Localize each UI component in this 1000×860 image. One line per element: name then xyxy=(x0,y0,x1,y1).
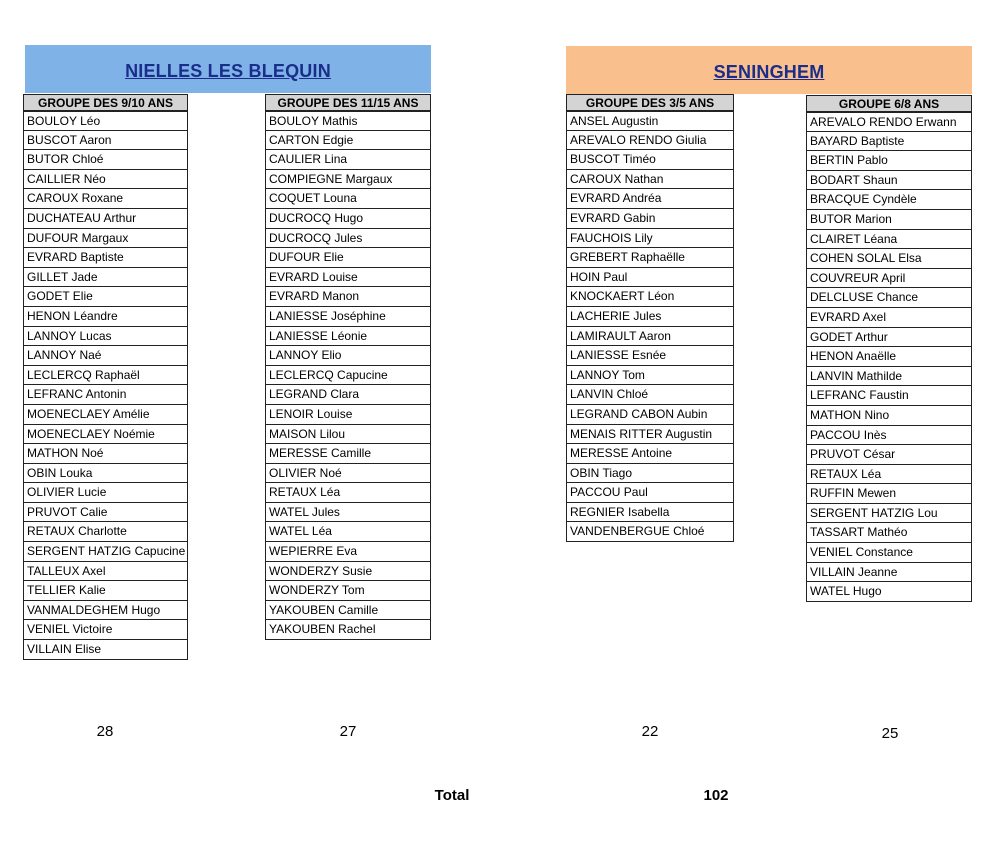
name-row: GODET Elie xyxy=(24,287,187,307)
name-row: LENOIR Louise xyxy=(266,405,430,425)
name-row: COUVREUR April xyxy=(807,269,971,289)
group-count: 22 xyxy=(641,723,659,740)
name-row: LANNOY Elio xyxy=(266,346,430,366)
name-row: VANDENBERGUE Chloé xyxy=(567,522,733,542)
name-row: PACCOU Inès xyxy=(807,426,971,446)
name-row: GODET Arthur xyxy=(807,328,971,348)
name-row: WEPIERRE Eva xyxy=(266,542,430,562)
name-row: DUCROCQ Jules xyxy=(266,229,430,249)
group-count: 28 xyxy=(96,723,114,740)
name-row: VENIEL Constance xyxy=(807,543,971,563)
name-row: LECLERCQ Capucine xyxy=(266,366,430,386)
name-row: KNOCKAERT Léon xyxy=(567,287,733,307)
name-row: DELCLUSE Chance xyxy=(807,288,971,308)
name-row: LANIESSE Joséphine xyxy=(266,307,430,327)
name-row: BERTIN Pablo xyxy=(807,151,971,171)
name-row: EVRARD Baptiste xyxy=(24,248,187,268)
name-row: HENON Anaëlle xyxy=(807,347,971,367)
name-row: TELLIER Kalie xyxy=(24,581,187,601)
name-row: BUTOR Chloé xyxy=(24,150,187,170)
name-row: LANNOY Lucas xyxy=(24,327,187,347)
name-list xyxy=(265,111,431,640)
name-row: CARTON Edgie xyxy=(266,131,430,151)
total-label: Total xyxy=(434,787,470,804)
name-row: WATEL Jules xyxy=(266,503,430,523)
name-row: BAYARD Baptiste xyxy=(807,132,971,152)
name-row: MENAIS RITTER Augustin xyxy=(567,425,733,445)
name-row: LANNOY Naé xyxy=(24,346,187,366)
name-row: MOENECLAEY Noémie xyxy=(24,425,187,445)
name-row: OLIVIER Noé xyxy=(266,464,430,484)
group-9-10-table xyxy=(23,94,188,660)
name-row: MAISON Lilou xyxy=(266,425,430,445)
name-row: BUTOR Marion xyxy=(807,210,971,230)
name-row: BOULOY Mathis xyxy=(266,111,430,131)
name-row: OBIN Tiago xyxy=(567,464,733,484)
total-value: 102 xyxy=(703,787,729,804)
section-banner-seninghem xyxy=(566,46,972,94)
name-row: WATEL Hugo xyxy=(807,582,971,602)
name-row: WONDERZY Tom xyxy=(266,581,430,601)
name-row: RETAUX Léa xyxy=(807,465,971,485)
name-list xyxy=(566,111,734,542)
group-count: 27 xyxy=(339,723,357,740)
name-list xyxy=(806,112,972,602)
name-row: CAULIER Lina xyxy=(266,150,430,170)
section-title: SENINGHEM xyxy=(713,61,825,82)
name-row: OLIVIER Lucie xyxy=(24,483,187,503)
name-row: PACCOU Paul xyxy=(567,483,733,503)
name-row: MOENECLAEY Amélie xyxy=(24,405,187,425)
name-row: CAROUX Roxane xyxy=(24,189,187,209)
name-row: RETAUX Léa xyxy=(266,483,430,503)
name-row: GILLET Jade xyxy=(24,268,187,288)
name-row: MERESSE Antoine xyxy=(567,444,733,464)
name-row: DUCHATEAU Arthur xyxy=(24,209,187,229)
group-6-8-table xyxy=(806,95,972,602)
name-row: VENIEL Victoire xyxy=(24,620,187,640)
name-row: LAMIRAULT Aaron xyxy=(567,327,733,347)
name-row: LEFRANC Faustin xyxy=(807,386,971,406)
name-row: SERGENT HATZIG Capucine xyxy=(24,542,187,562)
name-row: LANNOY Tom xyxy=(567,366,733,386)
name-row: COHEN SOLAL Elsa xyxy=(807,249,971,269)
group-header: GROUPE DES 9/10 ANS xyxy=(23,94,188,111)
name-row: MATHON Noé xyxy=(24,444,187,464)
name-row: EVRARD Manon xyxy=(266,287,430,307)
name-row: RETAUX Charlotte xyxy=(24,522,187,542)
name-row: PRUVOT Calie xyxy=(24,503,187,523)
name-row: BOULOY Léo xyxy=(24,111,187,131)
name-row: HOIN Paul xyxy=(567,268,733,288)
name-row: AREVALO RENDO Giulia xyxy=(567,131,733,151)
group-header: GROUPE DES 3/5 ANS xyxy=(566,94,734,111)
name-row: EVRARD Andréa xyxy=(567,189,733,209)
name-row: DUFOUR Margaux xyxy=(24,229,187,249)
name-row: LANVIN Mathilde xyxy=(807,367,971,387)
name-row: TALLEUX Axel xyxy=(24,562,187,582)
name-row: DUFOUR Elie xyxy=(266,248,430,268)
name-row: FAUCHOIS Lily xyxy=(567,229,733,249)
section-title: NIELLES LES BLEQUIN xyxy=(125,60,331,81)
name-row: CLAIRET Léana xyxy=(807,230,971,250)
name-row: VILLAIN Elise xyxy=(24,640,187,660)
name-row: GREBERT Raphaëlle xyxy=(567,248,733,268)
name-row: EVRARD Louise xyxy=(266,268,430,288)
name-row: OBIN Louka xyxy=(24,464,187,484)
name-row: RUFFIN Mewen xyxy=(807,484,971,504)
name-row: WATEL Léa xyxy=(266,522,430,542)
group-count: 25 xyxy=(881,725,899,742)
name-row: MERESSE Camille xyxy=(266,444,430,464)
name-row: YAKOUBEN Rachel xyxy=(266,620,430,640)
name-row: VILLAIN Jeanne xyxy=(807,563,971,583)
name-row: TASSART Mathéo xyxy=(807,523,971,543)
name-row: CAROUX Nathan xyxy=(567,170,733,190)
name-row: LECLERCQ Raphaël xyxy=(24,366,187,386)
name-row: HENON Léandre xyxy=(24,307,187,327)
name-row: ANSEL Augustin xyxy=(567,111,733,131)
name-row: BODART Shaun xyxy=(807,171,971,191)
name-row: LANIESSE Léonie xyxy=(266,327,430,347)
group-11-15-table xyxy=(265,94,431,640)
name-row: BUSCOT Timéo xyxy=(567,150,733,170)
name-row: PRUVOT César xyxy=(807,445,971,465)
name-row: LEGRAND CABON Aubin xyxy=(567,405,733,425)
name-row: COQUET Louna xyxy=(266,189,430,209)
name-row: DUCROCQ Hugo xyxy=(266,209,430,229)
name-row: EVRARD Axel xyxy=(807,308,971,328)
group-header: GROUPE 6/8 ANS xyxy=(806,95,972,112)
name-row: COMPIEGNE Margaux xyxy=(266,170,430,190)
name-row: EVRARD Gabin xyxy=(567,209,733,229)
name-row: LANIESSE Esnée xyxy=(567,346,733,366)
name-row: YAKOUBEN Camille xyxy=(266,601,430,621)
name-row: WONDERZY Susie xyxy=(266,562,430,582)
name-row: MATHON Nino xyxy=(807,406,971,426)
group-3-5-table xyxy=(566,94,734,542)
name-row: LACHERIE Jules xyxy=(567,307,733,327)
name-row: LANVIN Chloé xyxy=(567,385,733,405)
name-row: CAILLIER Néo xyxy=(24,170,187,190)
group-header: GROUPE DES 11/15 ANS xyxy=(265,94,431,111)
section-banner-nielles xyxy=(25,45,431,93)
name-row: SERGENT HATZIG Lou xyxy=(807,504,971,524)
name-row: LEGRAND Clara xyxy=(266,385,430,405)
name-row: AREVALO RENDO Erwann xyxy=(807,112,971,132)
name-row: BUSCOT Aaron xyxy=(24,131,187,151)
name-row: VANMALDEGHEM Hugo xyxy=(24,601,187,621)
name-row: BRACQUE Cyndèle xyxy=(807,190,971,210)
name-row: LEFRANC Antonin xyxy=(24,385,187,405)
name-list xyxy=(23,111,188,660)
name-row: REGNIER Isabella xyxy=(567,503,733,523)
